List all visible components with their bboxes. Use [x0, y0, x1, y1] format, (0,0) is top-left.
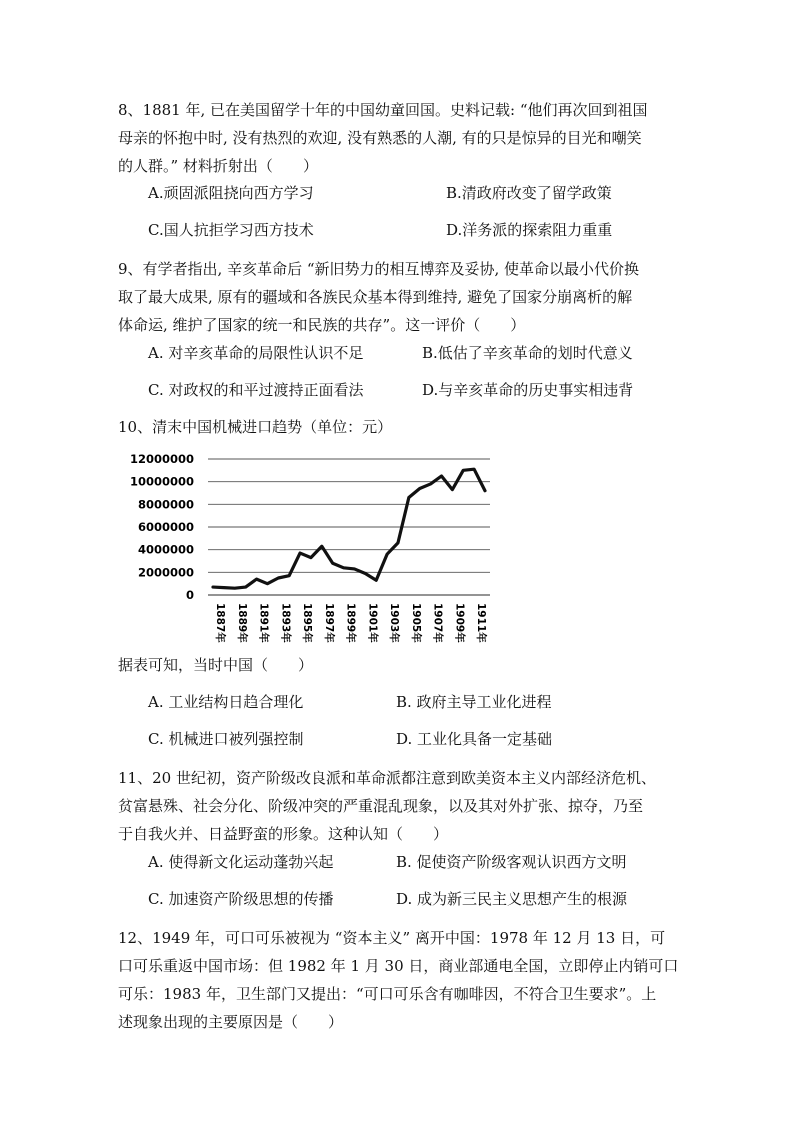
y-tick-label: 12000000: [129, 452, 194, 466]
x-tick-label: 1887年: [214, 603, 226, 643]
q8-option-a[interactable]: A.顽固派阻挠向西方学习: [148, 184, 314, 202]
q10-option-c[interactable]: C. 机械进口被列强控制: [148, 730, 304, 748]
q11-option-c[interactable]: C. 加速资产阶级思想的传播: [148, 890, 334, 908]
question-9-stem: [118, 255, 683, 339]
q9-line: 体命运, 维护了国家的统一和民族的共存”。这一评价（ ）: [118, 316, 526, 334]
x-tick-label: 1905年: [409, 603, 422, 643]
y-tick-label: 10000000: [129, 474, 194, 489]
y-tick-label: 2000000: [137, 565, 194, 580]
q12-line: 可乐：1983 年，卫生部门又提出：“可口可乐含有咖啡因，不符合卫生要求”。上: [118, 985, 657, 1003]
q11-line: 11、20 世纪初，资产阶级改良派和革命派都注意到欧美资本主义内部经济危机、: [118, 769, 656, 787]
q9-option-d[interactable]: D.与辛亥革命的历史事实相违背: [422, 381, 634, 399]
q11-option-d[interactable]: D. 成为新三民主义思想产生的根源: [396, 890, 628, 908]
q8-option-d[interactable]: D.洋务派的探索阻力重重: [446, 221, 613, 239]
q10-title: 10、清末中国机械进口趋势（单位：元）: [118, 418, 393, 436]
machinery-import-chart: [118, 445, 498, 645]
question-8-stem: [118, 96, 683, 180]
q11-line: 贫富悬殊、社会分化、阶级冲突的严重混乱现象，以及其对外扩张、掠夺，乃至: [118, 797, 644, 815]
x-tick-label: 1895年: [301, 603, 314, 643]
x-tick-label: 1901年: [366, 603, 379, 643]
x-tick-label: 1909年: [453, 603, 466, 643]
x-tick-label: 1891年: [257, 603, 270, 643]
q10-option-d[interactable]: D. 工业化具备一定基础: [396, 730, 553, 748]
q8-line: 的人群。” 材料折射出（ ）: [118, 157, 318, 175]
x-tick-label: 1889年: [235, 603, 248, 643]
x-tick-label: 1907年: [431, 603, 444, 643]
q12-line: 口可乐重返中国市场：但 1982 年 1 月 30 日，商业部通电全国，立即停止内销可口: [118, 957, 679, 975]
q9-option-c[interactable]: C. 对政权的和平过渡持正面看法: [148, 381, 364, 399]
x-tick-label: 1911年: [475, 603, 488, 643]
y-tick-label: 8000000: [137, 497, 194, 512]
q8-line: 母亲的怀抱中时, 没有热烈的欢迎, 没有熟悉的人潮, 有的只是惊异的目光和嘲笑: [118, 129, 642, 147]
q10-option-a[interactable]: A. 工业结构日趋合理化: [148, 693, 304, 711]
x-tick-label: 1893年: [279, 603, 292, 643]
q11-option-a[interactable]: A. 使得新文化运动蓬勃兴起: [148, 853, 334, 871]
q9-option-a[interactable]: A. 对辛亥革命的局限性认识不足: [148, 344, 364, 362]
q8-option-c[interactable]: C.国人抗拒学习西方技术: [148, 221, 314, 239]
y-tick-label: 4000000: [137, 542, 194, 557]
q8-option-b[interactable]: B.清政府改变了留学政策: [446, 184, 612, 202]
q11-option-b[interactable]: B. 促使资产阶级客观认识西方文明: [396, 853, 627, 871]
chart-y-ticks: [130, 452, 194, 602]
q12-line: 述现象出现的主要原因是（ ）: [118, 1013, 344, 1031]
q9-option-b[interactable]: B.低估了辛亥革命的划时代意义: [422, 344, 633, 362]
q8-line: 8、1881 年, 已在美国留学十年的中国幼童回国。史料记载: “他们再次回到祖国: [118, 101, 648, 119]
chart-x-ticks: [214, 603, 488, 643]
q9-line: 取了最大成果, 原有的疆域和各族民众基本得到维持, 避免了国家分崩离析的解: [118, 288, 633, 306]
q10-prompt: 据表可知，当时中国（ ）: [118, 656, 314, 674]
y-tick-label: 0: [185, 588, 194, 602]
question-12-stem: [118, 924, 683, 1036]
q9-line: 9、有学者指出, 辛亥革命后 “新旧势力的相互博弈及妥协, 使革命以最小代价换: [118, 260, 640, 278]
chart-grid: [208, 459, 490, 595]
x-tick-label: 1899年: [344, 603, 357, 643]
q11-line: 于自我火并、日益野蛮的形象。这种认知（ ）: [118, 825, 449, 843]
y-tick-label: 6000000: [137, 520, 194, 534]
q10-option-b[interactable]: B. 政府主导工业化进程: [396, 693, 552, 711]
x-tick-label: 1897年: [322, 603, 335, 643]
q12-line: 12、1949 年，可口可乐被视为 “资本主义” 离开中国：1978 年 12 月 13 日，可: [118, 929, 666, 947]
x-tick-label: 1903年: [388, 603, 401, 643]
question-11-stem: [118, 764, 683, 848]
import-trend-line: [213, 469, 485, 588]
